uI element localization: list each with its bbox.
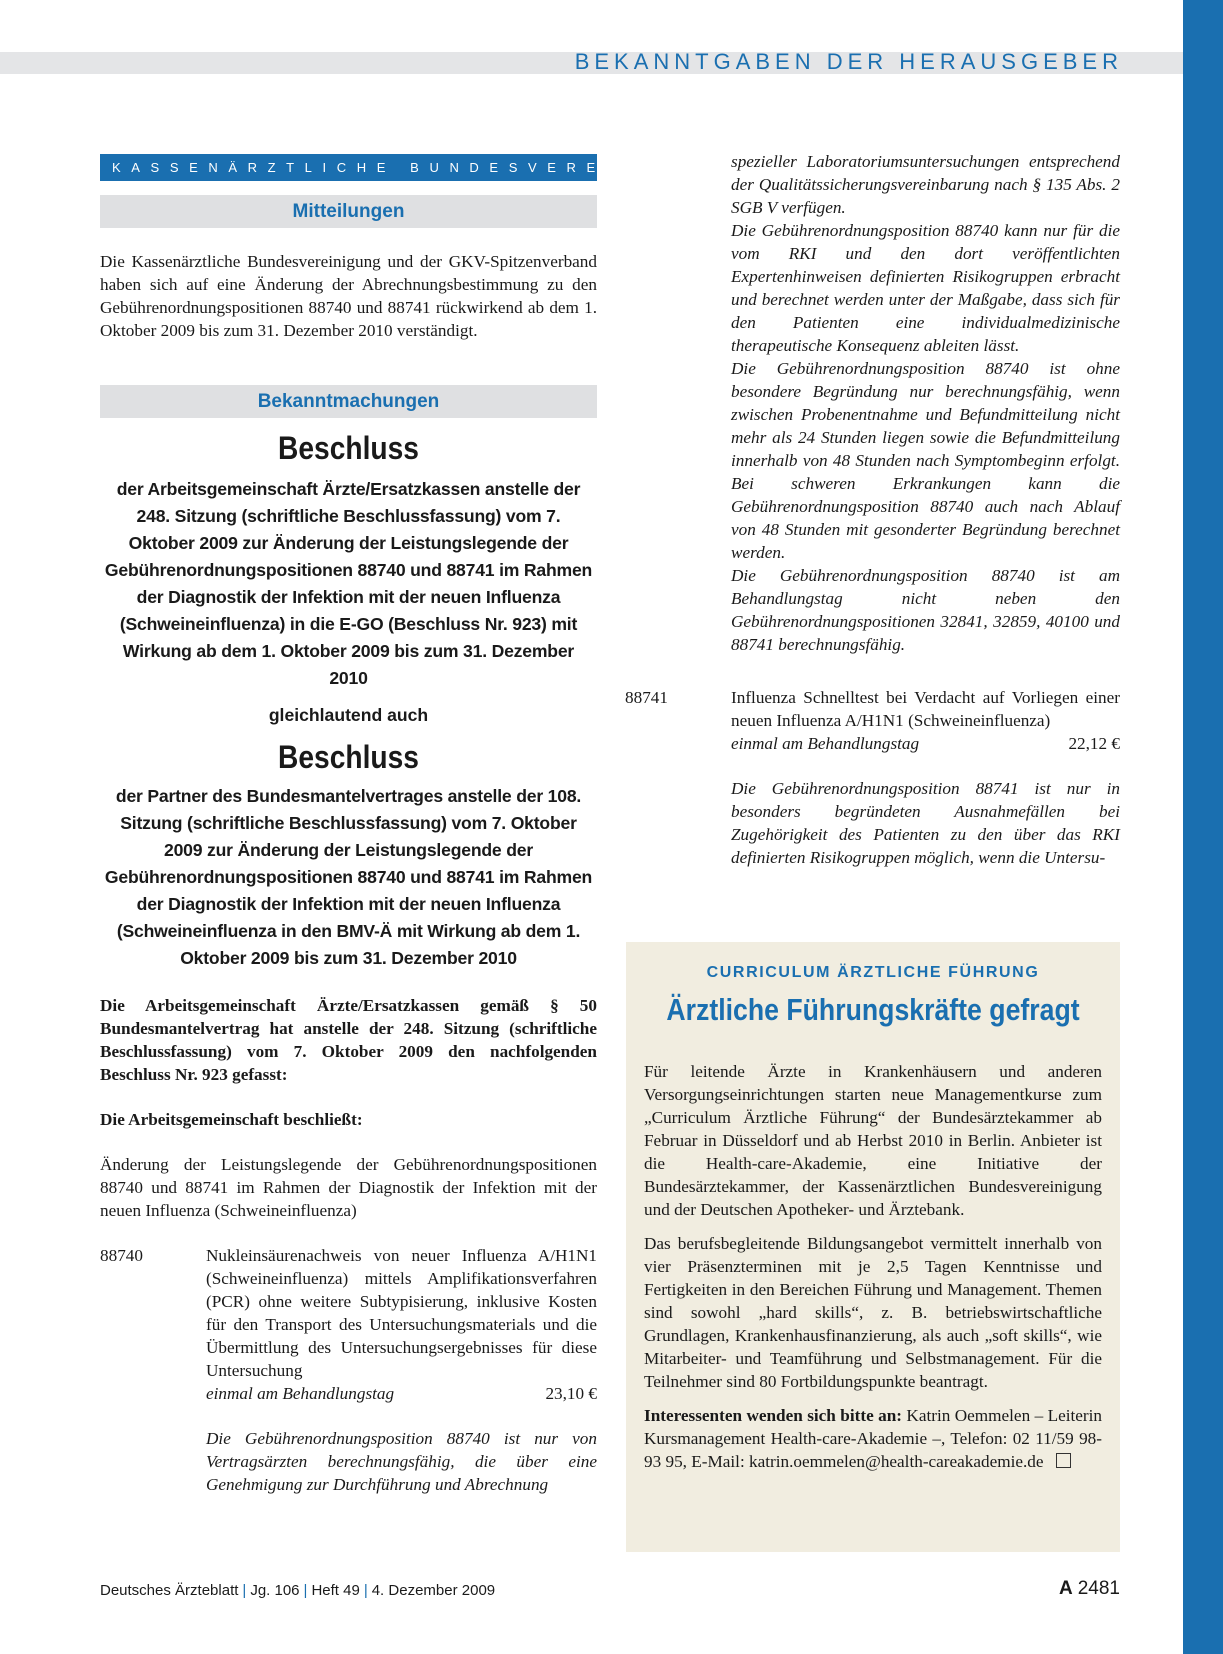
gop-entry-88741 bbox=[625, 686, 1120, 869]
box-paragraph-1: Für leitende Ärzte in Krankenhäusern und anderen Versorgungseinrichtungen starten neue Managementkurse zum „Curriculum Ärztliche Führung“ der Bundesärztekammer ab Februar in Düsseldorf und ab Herbst 2010 in Berlin. Anbieter ist die Health-care-Akademie, eine Initiative der Bundesärztekammer, der Kassenärztlichen Bundesvereinigung und der Deutschen Apotheker- und Ärztebank. bbox=[644, 1062, 1102, 1219]
beschluss-subtitle-1: der Arbeitsgemeinschaft Ärzte/Ersatzkassen anstelle der 248. Sitzung (schriftliche Beschlussfassung) vom 7. Oktober 2009 zur Änderung der Leistungslegende der Gebührenordnungspositionen 88740 und 88741 im Rahmen der Diagnostik der Infektion mit der neuen Influenza (Schweineinfluenza) in die E-GO (Beschluss Nr. 923) mit Wirkung ab dem 1. Oktober 2009 bis zum 31. Dezember 2010 bbox=[104, 479, 593, 688]
page-prefix: A bbox=[1058, 1578, 1073, 1599]
end-mark-icon bbox=[1056, 1453, 1071, 1468]
kbv-banner: KASSENÄRZTLICHE BUNDESVEREINIGUNG bbox=[100, 154, 597, 181]
footer: Deutsches Ärzteblatt | Jg. 106 | Heft 49 | 4. Dezember 2009 bbox=[100, 1582, 496, 1599]
gop-number: 88740 bbox=[100, 1246, 143, 1265]
box-kicker: CURRICULUM ÄRZTLICHE FÜHRUNG bbox=[706, 964, 1040, 981]
beschluss-title-2: Beschluss bbox=[278, 739, 419, 775]
journal-issue: Heft 49 bbox=[311, 1582, 360, 1599]
beschluss-subtitle-2: der Partner des Bundesmantelvertrages anstelle der 108. Sitzung (schriftliche Beschlussfassung) vom 7. Oktober 2009 zur Änderung der Leistungslegende der Gebührenordnungspositionen 88740 und 88741 im Rahmen der Diagnostik der Infektion mit der neuen Influenza (Schweineinfluenza in den BMV-Ä mit Wirkung ab dem 1. Oktober 2009 bis zum 31. Dezember 2010 bbox=[104, 786, 593, 968]
gop-frequency: einmal am Behandlungstag bbox=[731, 734, 920, 753]
gop-description: Influenza Schnelltest bei Verdacht auf Vorliegen einer neuen Influenza A/H1N1 (Schweineinfluenza) bbox=[731, 688, 1120, 730]
mitteilungen-text: Die Kassenärztliche Bundesvereinigung und der GKV-Spitzenverband haben sich auf eine Änderung der Abrechnungsbestimmung zu den Gebührenordnungspositionen 88740 und 88741 rückwirkend ab dem 1. Oktober 2009 bis zum 31. Dezember 2010 verständigt. bbox=[100, 252, 597, 340]
box-contact-text: Katrin Oemmelen – Leiterin Kursmanagement Health-care-Akademie –, Telefon: 02 11/59 98-93 95, E-Mail: katrin.oemmelen@health-careakademie.de bbox=[644, 1406, 1102, 1471]
gop-description: Nukleinsäurenachweis von neuer Influenza A/H1N1 (Schweineinfluenza) mittels Amplifikationsverfahren (PCR) ohne weitere Subtypisierung, inklusive Kosten für den Transport des Untersuchungsmaterials und die Übermittlung des Untersuchungsergebnisses für diese Untersuchung bbox=[206, 1246, 597, 1380]
journal-volume: Jg. 106 bbox=[250, 1582, 300, 1599]
left-column bbox=[100, 154, 736, 1496]
gop-entry-88740 bbox=[100, 1244, 597, 1496]
journal-name: Deutsches Ärzteblatt bbox=[100, 1582, 239, 1599]
bekanntmachungen-heading: Bekanntmachungen bbox=[100, 385, 597, 418]
box-title: Ärztliche Führungskräfte gefragt bbox=[666, 992, 1080, 1027]
gop-price: 22,12 € bbox=[1068, 734, 1120, 753]
gop-price: 23,10 € bbox=[545, 1384, 597, 1403]
gop-number: 88741 bbox=[625, 688, 668, 707]
beschluss-title-1: Beschluss bbox=[278, 430, 419, 466]
gop-note: Die Gebührenordnungsposition 88740 ist nur von Vertragsärzten berechnungsfähig, die über eine Genehmigung zur Durchführung und Abrechnung bbox=[206, 1429, 597, 1494]
note-continuation-4: Die Gebührenordnungsposition 88740 ist am Behandlungstag nicht neben den Gebührenordnungspositionen 32841, 32859, 40100 und 88741 berechnungsfähig. bbox=[731, 566, 1120, 654]
note-continuation-1: spezieller Laboratoriumsuntersuchungen entsprechend der Qualitätssicherungsvereinbarung nach § 135 Abs. 2 SGB V verfügen. bbox=[731, 152, 1120, 217]
note-continuation-3: Die Gebührenordnungsposition 88740 ist ohne besondere Begründung nur berechnungsfähig, wenn zwischen Probenentnahme und Befundmitteilung nicht mehr als 24 Stunden liegen sowie die Befundmitteilung innerhalb von 48 Stunden nach Symptombeginn erfolgt. Bei schweren Erkrankungen kann die Gebührenordnungsposition 88740 auch nach Ablauf von 48 Stunden mit gesonderter Begründung berechnet werden. bbox=[731, 359, 1120, 562]
curriculum-box bbox=[626, 942, 1120, 1552]
gop-note: Die Gebührenordnungsposition 88741 ist nur in besonders begründeten Ausnahmefällen bei Zugehörigkeit des Patienten zu den über das RKI definierten Risikogruppen möglich, wenn die Untersu- bbox=[731, 779, 1120, 867]
mitteilungen-heading: Mitteilungen bbox=[100, 195, 597, 228]
side-color-bar bbox=[1183, 0, 1223, 1654]
box-paragraph-3 bbox=[644, 1404, 1102, 1473]
beschliesst-line: Die Arbeitsgemeinschaft beschließt: bbox=[100, 1110, 363, 1129]
box-paragraph-2: Das berufsbegleitende Bildungsangebot vermittelt innerhalb von vier Präsenzterminen mit je 2,5 Tagen Kenntnisse und Fertigkeiten in den Bereichen Führung und Management. Themen sind sowohl „hard skills“, z. B. betriebswirtschaftliche Grundlagen, Krankenhausfinanzierung, als auch „soft skills“, wie Mitarbeiter- und Teamführung und Selbstmanagement. Für die Teilnehmer sind 80 Fortbildungspunkte beantragt. bbox=[644, 1234, 1102, 1391]
gleichlautend-label: gleichlautend auch bbox=[268, 705, 429, 725]
page-value: 2481 bbox=[1077, 1578, 1120, 1599]
right-column bbox=[731, 150, 1120, 656]
section-title: BEKANNTGABEN DER HERAUSGEBER bbox=[574, 49, 1123, 74]
box-contact-label: Interessenten wenden sich bitte an: bbox=[644, 1406, 902, 1425]
aenderung-paragraph: Änderung der Leistungslegende der Gebührenordnungspositionen 88740 und 88741 im Rahmen der Diagnostik der Infektion mit der neuen Influenza (Schweineinfluenza) bbox=[100, 1155, 597, 1220]
box-body bbox=[644, 1060, 1102, 1473]
journal-date: 4. Dezember 2009 bbox=[371, 1582, 496, 1599]
intro-paragraph: Die Arbeitsgemeinschaft Ärzte/Ersatzkassen gemäß § 50 Bundesmantelvertrag hat anstelle der 248. Sitzung (schriftliche Beschlussfassung) vom 7. Oktober 2009 den nachfolgenden Beschluss Nr. 923 gefasst: bbox=[100, 996, 597, 1084]
gop-frequency: einmal am Behandlungstag bbox=[206, 1384, 395, 1403]
page-number bbox=[1059, 1578, 1120, 1600]
note-continuation-2: Die Gebührenordnungsposition 88740 kann nur für die vom RKI und den dort veröffentlichten Expertenhinweisen definierten Risikogruppen erbracht und berechnet werden unter der Maßgabe, dass sich für den Patienten eine individualmedizinische therapeutische Konsequenz ableiten lässt. bbox=[731, 221, 1120, 355]
